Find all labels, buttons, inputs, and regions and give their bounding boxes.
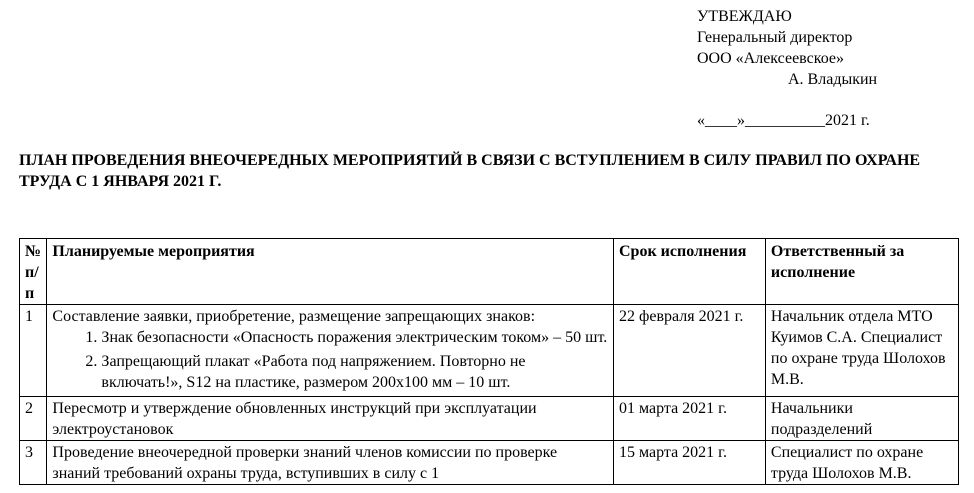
header-responsible: Ответственный за исполнение [765, 239, 958, 305]
header-deadline: Срок исполнения [613, 239, 765, 305]
row-activity [47, 305, 614, 397]
table-row [20, 397, 959, 441]
header-activity: Планируемые мероприятия [47, 239, 614, 305]
row-activity-text: Составление заявки, приобретение, размещение запрещающих знаков: [52, 308, 536, 325]
approval-position: Генеральный директор [697, 29, 853, 46]
table-row [20, 305, 959, 397]
approval-date-line: «____»__________2021 г. [697, 112, 870, 129]
row-deadline: 15 марта 2021 г. [613, 441, 765, 485]
row-responsible: Специалист по охране труда Шолохов М.В. [765, 441, 958, 485]
activity-subitems [52, 327, 608, 393]
approval-label: УТВЕЖДАЮ [697, 8, 792, 25]
approval-block [697, 7, 957, 91]
activity-subitem: 1. Знак безопасности «Опасность поражения электрическим током» – 50 шт. [101, 327, 608, 348]
plan-table [19, 238, 959, 485]
row-num: 2 [20, 397, 47, 441]
row-num: 3 [20, 441, 47, 485]
approval-signatory: А. Владыкин [788, 71, 878, 88]
table-header-row [20, 239, 959, 305]
row-activity: Проведение внеочередной проверки знаний членов комиссии по проверке знаний требований охраны труда, вступивших в силу с 1 [47, 441, 614, 485]
row-num: 1 [20, 305, 47, 397]
row-responsible: Начальник отдела МТО Куимов С.А. Специалист по охране труда Шолохов М.В. [765, 305, 958, 397]
approval-company: ООО «Алексеевское» [697, 50, 844, 67]
row-responsible: Начальники подразделений [765, 397, 958, 441]
document-title: ПЛАН ПРОВЕДЕНИЯ ВНЕОЧЕРЕДНЫХ МЕРОПРИЯТИЙ В СВЯЗИ С ВСТУПЛЕНИЕМ В СИЛУ ПРАВИЛ ПО ОХРАНЕ ТРУДА С 1 ЯНВАРЯ 2021 Г. [19, 152, 921, 190]
header-num: № п/п [20, 239, 47, 305]
activity-subitem: 2. Запрещающий плакат «Работа под напряжением. Повторно не включать!», S12 на пластике, размером 200х100 мм – 10 шт. [101, 351, 608, 393]
row-deadline: 22 февраля 2021 г. [613, 305, 765, 397]
row-activity: Пересмотр и утверждение обновленных инструкций при эксплуатации электроустановок [47, 397, 614, 441]
row-deadline: 01 марта 2021 г. [613, 397, 765, 441]
table-row [20, 441, 959, 485]
